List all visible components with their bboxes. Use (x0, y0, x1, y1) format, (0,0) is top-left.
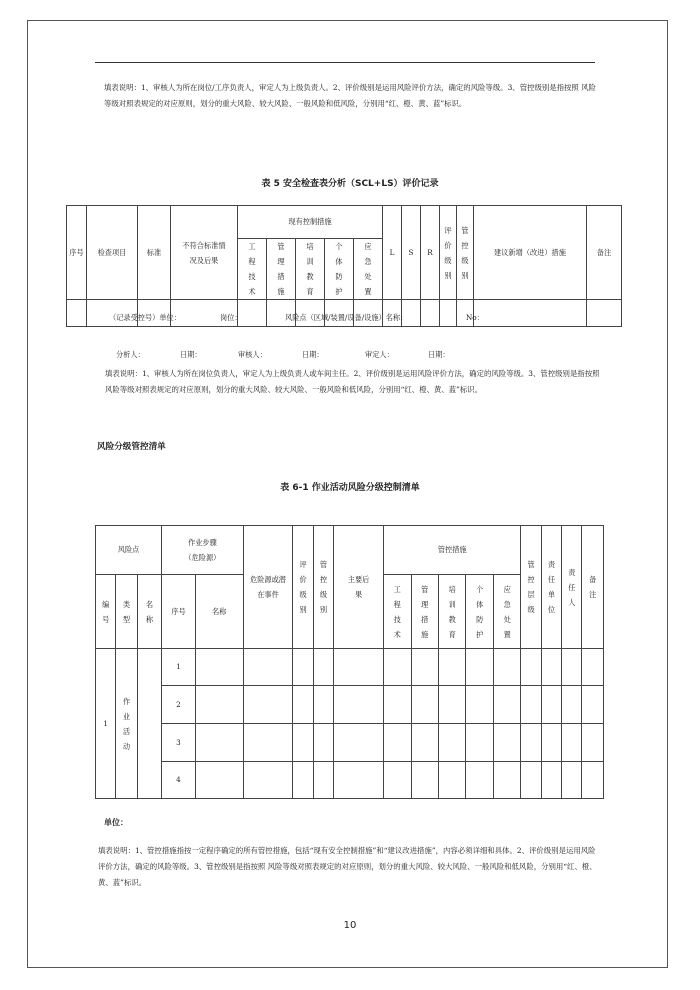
meta-reviewer: 审核人： (238, 350, 267, 359)
t5-h-suggest: 建议新增（改进）措施 (474, 206, 587, 300)
t5-h-nonconform: 不符合标准情况及后果 (171, 206, 238, 300)
meta-risk-point: 风险点（区域/装置/设备/设施）名称： (285, 313, 408, 322)
t6-row-seq-1: 1 (162, 649, 196, 686)
t5-h-ctrl: 管控级别 (457, 206, 474, 300)
t6-h-hazard: 危险源或潜在事件 (243, 526, 293, 649)
t6-h-mgmt: 管理措施 (411, 575, 438, 649)
meta-unit: （记录受控号）单位： (109, 313, 181, 322)
t6-h-unit: 责任单位 (541, 526, 561, 649)
t5-h-eval: 评价级别 (440, 206, 457, 300)
t6-h-seq: 序号 (162, 575, 196, 649)
t6-h-eval: 评价级别 (293, 526, 313, 649)
t6-row-seq-3: 3 (162, 724, 196, 762)
t6-h-measures: 管控措施 (384, 526, 521, 575)
t5-h-emerg: 应急处置 (354, 239, 383, 300)
t6-h-emerg: 应急处置 (493, 575, 520, 649)
table5 (66, 205, 622, 327)
table61-title: 表 6-1 作业活动风险分级控制清单 (280, 483, 420, 493)
meta-date-3: 日期： (428, 350, 450, 359)
t5-h-seq: 序号 (67, 206, 87, 300)
t6-row-seq-4: 4 (162, 762, 196, 799)
t6-h-ppe: 个体防护 (466, 575, 493, 649)
meta-post: 岗位： (220, 313, 242, 322)
note-table61: 填表说明：1、管控措施指按一定程序确定的所有管控措施，包括“现有安全控制措施”和“建议改进措施”，内容必须详细和具体。2、评价级别是运用风险评价方法，确定的风险等级。3、管控级别是指按照 风险等级对照表规定的对应原则，划分的重大风险、较大风险、一般风险和低风险，分别用“红、橙、黄、蓝”标识。 (98, 846, 597, 887)
meta-date-1: 日期： (180, 350, 202, 359)
table-row (96, 649, 604, 686)
t5-h-s: S (402, 206, 421, 300)
t5-h-mgmt: 管理措施 (267, 239, 296, 300)
table-row (96, 762, 604, 799)
table-row (96, 686, 604, 724)
meta-analyst: 分析人： (116, 350, 145, 359)
table-row (96, 724, 604, 762)
t6-h-train: 培训教育 (439, 575, 466, 649)
t6-h-step-name: 名称 (195, 575, 243, 649)
t5-h-remark: 备注 (587, 206, 622, 300)
t5-h-standard: 标准 (138, 206, 171, 300)
header-rule (95, 62, 595, 63)
t6-row-seq-2: 2 (162, 686, 196, 724)
page-number: 10 (343, 920, 357, 931)
note-table5: 填表说明：1、审核人为所在岗位负责人，审定人为上级负责人或车间主任。2、评价级别是运用风险评价方法，确定的风险等级。3、管控级别是指按照 风险等级对照表规定的对应原则，划分的重大风险、较大风险、一般风险和低风险，分别用“红、橙、黄、蓝”标识。 (105, 369, 600, 394)
meta-date-2: 日期： (302, 350, 324, 359)
t6-h-risk-point: 风险点 (96, 526, 162, 575)
t5-h-ppe: 个体防护 (325, 239, 354, 300)
section-heading: 风险分级管控清单 (97, 442, 166, 452)
t6-h-level: 管控层级 (521, 526, 541, 649)
meta-approver: 审定人： (365, 350, 394, 359)
t6-h-remark: 备注 (582, 526, 604, 649)
t6-h-ctrl: 管控级别 (313, 526, 333, 649)
t5-h-item: 检查项目 (87, 206, 138, 300)
t5-h-current: 现有控制措施 (238, 206, 383, 239)
t6-h-name: 名称 (137, 575, 161, 649)
t6-h-steps: 作业步骤（危险源） (162, 526, 243, 575)
t5-h-train: 培训教育 (296, 239, 325, 300)
note-top: 填表说明：1、审核人为所在岗位/工序负责人，审定人为上级负责人。2、评价级别是运用风险评价方法，确定的风险等级。3、管控级别是指按照 风险等级对照表规定的对应原则，划分的重大风险、较大风险、一般风险和低风险，分别用“红、橙、黄、蓝”标识。 (104, 83, 596, 108)
t6-row-type: 作业活动 (116, 649, 137, 799)
t6-h-eng: 工程技术 (384, 575, 411, 649)
t6-h-person: 责任人 (562, 526, 582, 649)
t6-h-consequence: 主要后果 (334, 526, 384, 649)
meta-no: No： (466, 313, 484, 322)
t6-row-no: 1 (96, 649, 116, 799)
table5-title: 表 5 安全检查表分析（SCL+LS）评价记录 (261, 179, 439, 189)
unit-label: 单位： (104, 818, 128, 827)
t5-h-l: L (383, 206, 402, 300)
table61 (95, 525, 604, 799)
t5-h-r: R (421, 206, 440, 300)
t5-h-eng: 工程技术 (238, 239, 267, 300)
t6-h-no: 编号 (96, 575, 116, 649)
t6-h-type: 类型 (116, 575, 137, 649)
